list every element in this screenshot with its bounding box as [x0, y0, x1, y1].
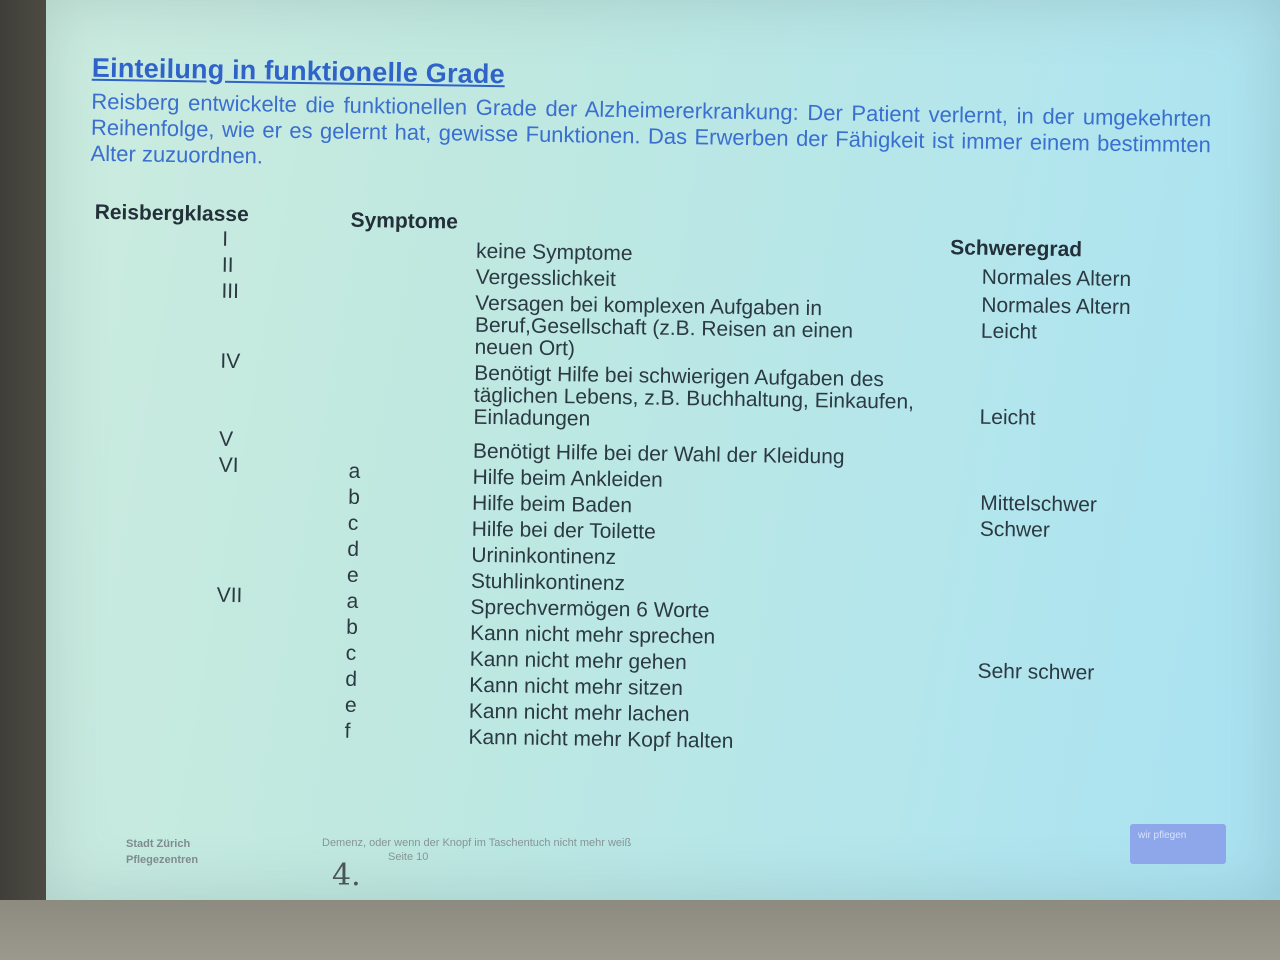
footer-doc-title: Demenz, oder wenn der Knopf im Taschentuch nicht mehr weiß — [322, 837, 632, 849]
row-symptom: Vergesslichkeit — [475, 265, 616, 291]
severity-label: Normales Altern — [981, 293, 1131, 320]
severity-label: Normales Altern — [981, 265, 1132, 292]
severity-label: Leicht — [980, 319, 1038, 344]
severity-label: Leicht — [979, 405, 1036, 430]
severity-label: Mittelschwer — [980, 491, 1098, 517]
row-symptom: Stuhlinkontinenz — [470, 569, 626, 596]
header-schweregrad: Schweregrad — [950, 236, 1083, 262]
wall-below-screen — [0, 900, 1280, 960]
footer-logo-text: wir pflegen — [1138, 830, 1187, 841]
row-sub: e — [344, 693, 357, 717]
row-symptom: Hilfe beim Ankleiden — [472, 465, 663, 492]
footer-org-line2: Pflegezentren — [126, 854, 199, 866]
row-sub: b — [348, 485, 361, 509]
footer-logo — [1130, 824, 1226, 864]
row-symptom: Kann nicht mehr sitzen — [469, 673, 684, 701]
footer-org-line1: Stadt Zürich — [126, 838, 191, 850]
row-klasse: V — [218, 427, 234, 451]
slide-intro: Reisberg entwickelte die funktionellen Grade der Alzheimererkrankung: Der Patient verlernt, in der umgekehrten Reihenfolge, wie er es gelernt hat, gewisse Funktionen. Das Erwerben der Fähigkeit ist immer einem bestimmten Alter zuzuordnen. — [90, 88, 1212, 169]
footer-document — [322, 836, 631, 864]
row-klasse: IV — [220, 349, 241, 374]
row-sub: c — [347, 511, 359, 535]
row-symptom: Hilfe bei der Toilette — [471, 517, 656, 544]
row-sub: d — [347, 537, 360, 561]
severity-label: Sehr schwer — [977, 659, 1095, 685]
row-symptom: Urininkontinenz — [471, 543, 617, 570]
row-klasse: VII — [216, 583, 243, 608]
row-symptom: Kann nicht mehr sprechen — [469, 621, 716, 649]
row-symptom: keine Symptome — [475, 239, 633, 266]
row-symptom: Kann nicht mehr Kopf halten — [468, 725, 734, 753]
row-symptom: Kann nicht mehr lachen — [468, 699, 690, 727]
projection-screen — [46, 0, 1280, 900]
row-symptom: Benötigt Hilfe bei schwierigen Aufgaben des täglichen Lebens, z.B. Buchhaltung, Einkaufen, Einladungen — [473, 361, 915, 431]
footer-page: Seite 10 — [388, 851, 429, 863]
header-symptome: Symptome — [350, 208, 459, 234]
row-klasse: VI — [218, 453, 239, 478]
row-sub: c — [345, 641, 357, 665]
row-symptom: Kann nicht mehr gehen — [469, 647, 688, 675]
row-symptom: Hilfe beim Baden — [471, 491, 633, 518]
row-sub: a — [346, 589, 359, 613]
severity-label: Schwer — [979, 517, 1051, 542]
row-klasse: I — [222, 227, 229, 251]
row-sub: f — [344, 719, 351, 743]
footer-organization — [126, 836, 198, 868]
row-sub: e — [346, 563, 359, 587]
row-symptom: Benötigt Hilfe bei der Wahl der Kleidung — [472, 439, 845, 469]
handwritten-number: 4. — [332, 858, 361, 893]
slide-title: Einteilung in funktionelle Grade — [91, 52, 506, 90]
row-sub: b — [346, 615, 359, 639]
row-klasse: III — [221, 279, 240, 304]
row-sub: d — [345, 667, 358, 691]
row-symptom: Sprechvermögen 6 Worte — [470, 595, 710, 623]
slide — [46, 0, 1280, 900]
header-reisbergklasse: Reisbergklasse — [94, 200, 249, 227]
row-symptom: Versagen bei komplexen Aufgaben in Beruf,Gesellschaft (z.B. Reisen an einen neuen Ort) — [474, 291, 854, 361]
row-sub: a — [348, 459, 361, 483]
row-klasse: II — [221, 253, 234, 277]
